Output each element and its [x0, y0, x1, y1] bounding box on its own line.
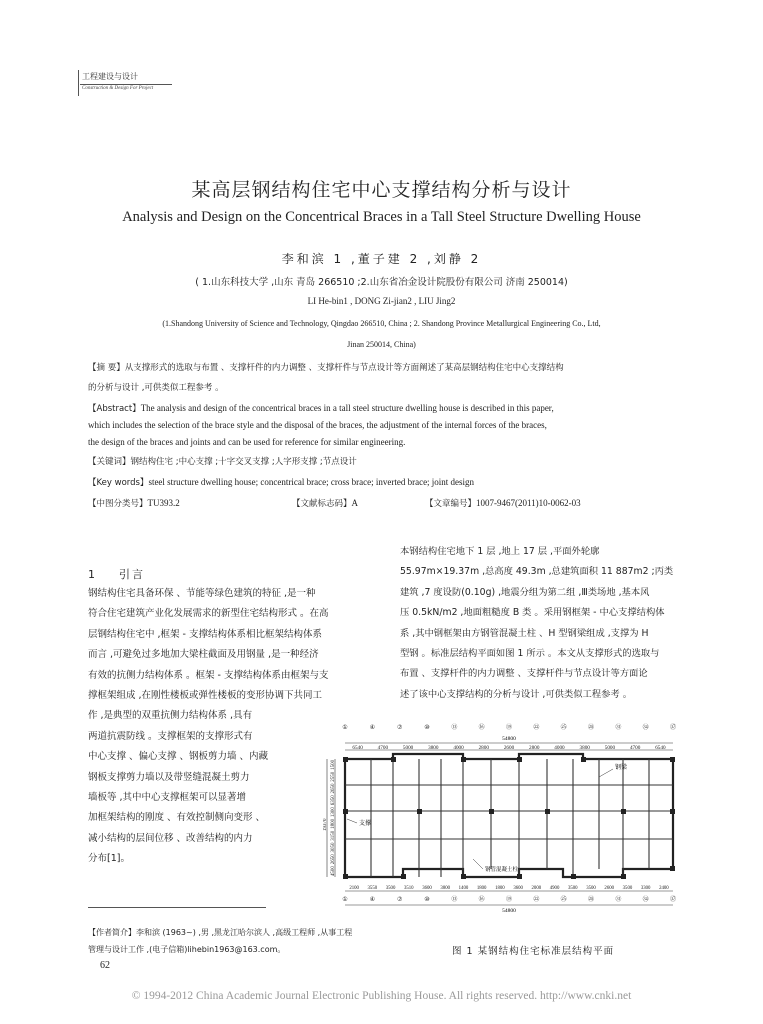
- figure-total-bottom: 54800: [502, 908, 516, 914]
- keywords-cn: [88, 455, 357, 467]
- keywords-cn-label: 【关键词】: [88, 457, 131, 467]
- figure-grid-label-top: ⑬: [451, 724, 458, 731]
- left-line: 钢板支撑剪力墙以及带竖缝混凝土剪力: [88, 771, 250, 783]
- keywords-en-text: steel structure dwelling house; concentrical brace; cross brace; inverted brace; joint design: [148, 477, 475, 487]
- figure-leader-column: [473, 859, 483, 869]
- figure-grid-labels-bottom: [342, 895, 676, 903]
- title-en: Analysis and Design on the Concentrical Braces in a Tall Steel Structure Dwelling House: [122, 209, 641, 225]
- figure-grid-label-top: ㊲: [669, 724, 677, 731]
- clc-number: [88, 497, 180, 509]
- doc-value: A: [351, 498, 359, 508]
- left-line: 符合住宅建筑产业化发展需求的新型住宅结构形式 。在高: [88, 608, 329, 620]
- section-1-title: 引言: [119, 568, 145, 581]
- figure-dim-bottom: 2600: [604, 886, 615, 891]
- copyright-footer: © 1994-2012 China Academic Journal Electronic Publishing House. All rights reserved. http://www.cnki.net: [131, 990, 632, 1002]
- figure-dim-top: 4700: [629, 745, 641, 751]
- figure-dim-top: 5000: [402, 745, 414, 751]
- author-bio-line1: 【作者简介】李和滨 (1963~) ,男 ,黑龙江哈尔滨人 ,高级工程师 ,从事工程: [88, 928, 353, 937]
- figure-dim-bottom: 3500: [567, 886, 578, 891]
- figure-grid-label-bottom: ⑲: [505, 896, 513, 903]
- figure-dim-bottom: 3500: [385, 886, 396, 891]
- figure-grid-label-bottom: ④: [369, 896, 376, 903]
- figure-grid-label-bottom: ㉒: [533, 896, 540, 903]
- figure-dim-bottom: 4900: [549, 886, 560, 891]
- figure-dim-left: 2650: [331, 854, 336, 865]
- figure-dim-bottom: 1400: [458, 886, 469, 891]
- abstract-en-line2: which includes the selection of the brace style and the disposal of the braces, the adjustment of the internal forces of the braces,: [88, 420, 547, 430]
- abstract-cn-line1: [88, 361, 564, 373]
- figure-grid-label-bottom: ㉞: [642, 896, 649, 903]
- figure-grid-label-top: ㉞: [642, 724, 649, 731]
- affiliation-en-line1: (1.Shandong University of Science and Technology, Qingdao 266510, China ; 2. Shandong Province Metallurgical Engineering Co., Ltd,: [162, 319, 601, 328]
- left-line: 作 ,是典型的双重抗侧力结构体系 ,具有: [88, 710, 253, 722]
- keywords-en: [88, 476, 474, 488]
- author-bio-line2: 管理与设计工作 ,(电子信箱)lihebin1963@163.com。: [88, 945, 286, 954]
- figure-dim-bottom: 3500: [622, 886, 633, 891]
- figure-dim-top: 6540: [655, 745, 666, 751]
- left-line: 分布[1]。: [88, 853, 130, 865]
- figure-label-frame: 钢梁: [615, 764, 628, 771]
- abstract-cn-label: 【摘 要】: [88, 363, 125, 373]
- figure-dim-left: 1300: [331, 807, 336, 818]
- figure-grid-label-top: ㉛: [615, 724, 622, 731]
- left-line: 有效的抗侧力结构体系 。框架 - 支撑结构体系由框架与支: [88, 669, 329, 681]
- left-line: 而言 ,可避免过多地加大梁柱截面及用钢量 ,是一种经济: [88, 649, 319, 661]
- figure-total-top: 54800: [502, 736, 516, 742]
- figure-label-column: 钢管混凝土柱: [485, 867, 519, 873]
- figure-dim-bottom: 3600: [513, 886, 523, 891]
- figure-grid-label-bottom: ㉕: [560, 896, 567, 903]
- figure-dim-left: 1800: [331, 818, 336, 829]
- figure-dim-bottom: 3600: [422, 886, 432, 891]
- figure-dim-bottom: 3550: [367, 886, 378, 891]
- right-line: 建筑 ,7 度设防(0.10g) ,地震分组为第二组 ,Ⅲ类场地 ,基本风: [400, 586, 650, 598]
- abstract-en-text1: The analysis and design of the concentrical braces in a tall steel structure dwelling house is described in this paper,: [140, 403, 554, 413]
- left-line: 两道抗震防线 。支撑框架的支撑形式有: [88, 730, 253, 742]
- figure-grid-label-bottom: ⑬: [451, 896, 458, 903]
- doc-code: [292, 497, 358, 509]
- figure-grid-label-top: ⑦: [396, 724, 403, 731]
- figure-dim-left: 2650: [331, 783, 336, 794]
- figure-dim-bottom: 3510: [403, 886, 414, 891]
- left-line: 墙板等 ,其中中心支撑框架可以显著增: [88, 792, 247, 804]
- section-1-number: 1: [88, 568, 97, 581]
- figure-grid-label-bottom: ㉛: [615, 896, 622, 903]
- doc-label: 【文献标志码】: [292, 499, 352, 509]
- figure-dim-left: 3150: [331, 830, 336, 841]
- figure-leader-frame: [599, 769, 613, 777]
- figure-dim-top: 2800: [478, 745, 489, 751]
- figure-dim-top: 6540: [352, 745, 363, 751]
- figure-grid-label-bottom: ㉘: [587, 896, 595, 903]
- right-line: 本钢结构住宅地下 1 层 ,地上 17 层 ,平面外轮廓: [400, 546, 600, 557]
- figure-grid-label-top: ㉕: [560, 724, 567, 731]
- right-line: 布置 、支撑杆件的内力调整 、支撑杆件与节点设计等方面论: [400, 668, 648, 680]
- journal-header-en: Construction & Design For Project: [82, 86, 154, 91]
- figure-1-structural-plan: [323, 719, 695, 927]
- left-line: 撑框架组成 ,在刚性楼板或弹性楼板的变形协调下共同工: [88, 690, 323, 702]
- figure-dims-bottom: [349, 886, 669, 891]
- article-value: 1007-9467(2011)10-0062-03: [476, 498, 581, 508]
- figure-grid-label-top: ⑯: [478, 724, 485, 731]
- figure-grid-label-top: ①: [342, 724, 348, 731]
- title-cn: 某高层钢结构住宅中心支撑结构分析与设计: [191, 179, 572, 201]
- authors-cn: 李和滨 1 ,董子建 2 ,刘静 2: [281, 252, 482, 266]
- journal-header-cn: 工程建设与设计: [82, 72, 138, 81]
- figure-dims-left: [331, 759, 336, 876]
- figure-total-left: 19370: [323, 818, 328, 831]
- left-line: 加框架结构的刚度 、有效控制侧向变形 、: [88, 812, 266, 824]
- figure-label-brace: 支撑: [359, 820, 372, 827]
- figure-grid-label-bottom: ⑦: [396, 896, 403, 903]
- figure-dim-bottom: 1800: [476, 886, 487, 891]
- right-line: 55.97m×19.37m ,总高度 49.3m ,总建筑面积 11 887m2 ;丙类: [400, 566, 674, 578]
- right-line: 系 ,其中钢框架由方钢管混凝土柱 、H 型钢梁组成 ,支撑为 H: [400, 627, 649, 639]
- left-line: 层钢结构住宅中 ,框架 - 支撑结构体系相比框架结构体系: [88, 628, 323, 640]
- figure-grid-label-bottom: ①: [342, 896, 348, 903]
- figure-dim-bottom: 2400: [659, 886, 669, 891]
- figure-dim-left: 2550: [331, 771, 336, 782]
- abstract-en-label: 【Abstract】: [88, 404, 141, 414]
- figure-1-caption: 图 1 某钢结构住宅标准层结构平面: [452, 946, 615, 957]
- figure-dim-bottom: 2100: [349, 886, 359, 891]
- clc-label: 【中图分类号】: [88, 499, 148, 509]
- left-line: 中心支撑 、偏心支撑 、钢板剪力墙 、内藏: [88, 751, 269, 763]
- section-1-heading: [88, 566, 145, 582]
- figure-grid-label-bottom: ㊲: [669, 896, 677, 903]
- clc-value: TU393.2: [147, 498, 180, 508]
- figure-plan-walls: [345, 754, 673, 877]
- figure-dim-top: 3800: [579, 745, 590, 751]
- authors-en: LI He-bin1 , DONG Zi-jian2 , LIU Jing2: [307, 296, 456, 306]
- header-rule-vertical: [78, 70, 79, 96]
- figure-dim-bottom: 3800: [440, 886, 451, 891]
- figure-dim-bottom: 3300: [640, 886, 651, 891]
- figure-grid-label-top: ④: [369, 724, 376, 731]
- figure-grid-label-top: ㉘: [587, 724, 595, 731]
- left-line: 减小结构的层间位移 、改善结构的内力: [88, 832, 253, 844]
- figure-grid-label-bottom: ⑯: [478, 896, 485, 903]
- figure-dim-left: 4500: [331, 866, 336, 877]
- keywords-cn-text: 钢结构住宅 ;中心支撑 ;十字交叉支撑 ;人字形支撑 ;节点设计: [130, 457, 357, 467]
- affiliation-en-line2: Jinan 250014, China): [347, 340, 416, 349]
- figure-dim-top: 2800: [529, 745, 540, 751]
- figure-dim-top: 4000: [453, 745, 464, 751]
- figure-dim-top: 4700: [377, 745, 389, 751]
- left-column: [88, 584, 329, 870]
- right-line: 压 0.5kN/m2 ,地面粗糙度 B 类 。采用钢框架 - 中心支撑结构体: [400, 607, 665, 619]
- abstract-en-line1: [88, 402, 554, 414]
- figure-leader-brace: [347, 819, 357, 823]
- page-number: 62: [100, 960, 110, 971]
- left-line: 钢结构住宅具备环保 、节能等绿色建筑的特征 ,是一种: [88, 588, 316, 599]
- abstract-en-line3: the design of the braces and joints and can be used for reference for similar engineering.: [88, 437, 406, 447]
- figure-grid-label-top: ⑲: [505, 724, 513, 731]
- footnote-rule: [88, 907, 266, 908]
- affiliation-cn: ( 1.山东科技大学 ,山东 青岛 266510 ;2.山东省冶金设计院股份有限公司 济南 250014): [195, 277, 568, 288]
- right-line: 型钢 。标准层结构平面如图 1 所示 。本文从支撑形式的选取与: [400, 648, 660, 660]
- article-number: [425, 497, 581, 509]
- abstract-cn-line2: 的分析与设计 ,可供类似工程参考 。: [88, 383, 224, 393]
- figure-dim-top: 2600: [503, 745, 515, 751]
- figure-dim-left: 3050: [331, 842, 336, 853]
- header-rule: [80, 84, 172, 85]
- right-column: [400, 542, 673, 705]
- figure-dim-top: 4000: [554, 745, 565, 751]
- figure-dim-bottom: 1800: [495, 886, 505, 891]
- figure-dim-bottom: 2000: [531, 886, 542, 891]
- figure-dim-top: 5000: [604, 745, 616, 751]
- right-line: 述了该中心支撑结构的分析与设计 ,可供类似工程参考 。: [400, 688, 632, 700]
- figure-dim-left: 1500: [331, 759, 336, 770]
- figure-grid-label-top: ⑩: [424, 724, 430, 731]
- figure-dim-bottom: 3500: [586, 886, 596, 891]
- figure-dim-top: 3800: [428, 745, 439, 751]
- keywords-en-label: 【Key words】: [88, 478, 149, 488]
- figure-grid-label-bottom: ⑩: [424, 896, 430, 903]
- figure-plan-beams: [345, 759, 673, 877]
- abstract-cn-text1: 从支撑形式的选取与布置 、支撑杆件的内力调整 、支撑杆件与节点设计等方面阐述了某高层钢结构住宅中心支撑结构: [124, 363, 564, 373]
- figure-dim-left: 6350: [331, 795, 336, 806]
- article-label: 【文章编号】: [425, 499, 477, 509]
- figure-grid-label-top: ㉒: [533, 724, 540, 731]
- figure-grid-labels-top: [342, 723, 676, 731]
